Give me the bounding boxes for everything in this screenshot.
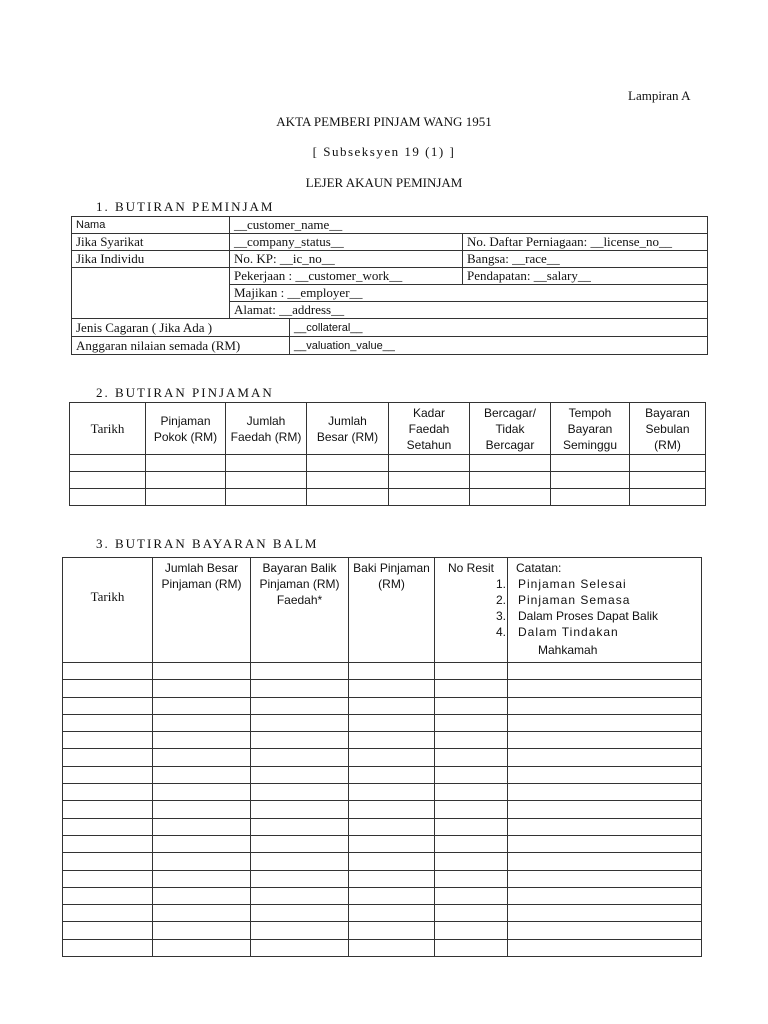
header-grand-total: Jumlah Besar (RM): [307, 403, 389, 455]
company-value: __company_status__: [230, 234, 463, 251]
valuation-value: __valuation_value__: [290, 337, 708, 355]
repayment-rows: [63, 663, 702, 957]
notes-item: 2. Pinjaman Semasa: [496, 593, 631, 607]
blank-cell: [72, 268, 230, 319]
income-field: Pendapatan: __salary__: [463, 268, 708, 285]
header-repayment: Bayaran Balik Pinjaman (RM) Faedah*: [251, 558, 349, 663]
name-value: __customer_name__: [230, 217, 708, 234]
table-row: [63, 766, 702, 783]
subsection-label: [ Subseksyen 19 (1) ]: [312, 144, 456, 159]
notes-item: 4. Dalam Tindakan: [496, 625, 619, 639]
act-title: AKTA PEMBERI PINJAM WANG 1951: [276, 114, 492, 129]
header-principal: Pinjaman Pokok (RM): [146, 403, 226, 455]
header-date: Tarikh: [70, 403, 146, 455]
ic-number: No. KP: __ic_no__: [230, 251, 463, 268]
table-row: [70, 455, 706, 472]
table-row: [63, 835, 702, 852]
valuation-label: Anggaran nilaian semada (RM): [72, 337, 290, 355]
header-annual-rate: Kadar Faedah Setahun: [389, 403, 470, 455]
table-row: [63, 905, 702, 922]
notes-item: 3. Dalam Proses Dapat Balik: [496, 609, 659, 623]
table-row: [63, 887, 702, 904]
table-row: [63, 818, 702, 835]
header-balance: Baki Pinjaman (RM): [349, 558, 435, 663]
table-row: [63, 784, 702, 801]
table-row: [63, 749, 702, 766]
table-row: [63, 732, 702, 749]
borrower-details-table: [71, 216, 708, 355]
company-label: Jika Syarikat: [72, 234, 230, 251]
header-date: Tarikh: [63, 558, 153, 663]
table-row: [63, 870, 702, 887]
race-field: Bangsa: __race__: [463, 251, 708, 268]
loan-details-table: [69, 402, 706, 506]
table-row: [63, 663, 702, 680]
header-monthly-payment: Bayaran Sebulan (RM): [630, 403, 706, 455]
table-row: [63, 680, 702, 697]
license-number: No. Daftar Perniagaan: __license_no__: [463, 234, 708, 251]
section1-title: 1. BUTIRAN PEMINJAM: [96, 199, 275, 214]
table-row: [70, 472, 706, 489]
notes-continuation: Mahkamah: [538, 643, 598, 657]
occupation-field: Pekerjaan : __customer_work__: [230, 268, 463, 285]
address-field: Alamat: __address__: [230, 302, 708, 319]
table-row: [63, 714, 702, 731]
ledger-title: LEJER AKAUN PEMINJAM: [305, 175, 463, 190]
repayment-details-table: [62, 557, 702, 957]
header-loan-total: Jumlah Besar Pinjaman (RM): [153, 558, 251, 663]
table-row: [63, 697, 702, 714]
employer-field: Majikan : __employer__: [230, 285, 708, 302]
section2-title: 2. BUTIRAN PINJAMAN: [96, 385, 274, 400]
notes-cell: [496, 558, 702, 663]
appendix-label: Lampiran A: [628, 88, 691, 103]
section3-title: 3. BUTIRAN BAYARAN BALM: [96, 536, 319, 551]
individual-label: Jika Individu: [72, 251, 230, 268]
notes-label: Catatan:: [516, 561, 562, 575]
name-label: Nama: [72, 217, 230, 234]
table-row: [63, 939, 702, 956]
notes-item: 1. Pinjaman Selesai: [496, 577, 627, 591]
table-row: [63, 853, 702, 870]
header-interest-total: Jumlah Faedah (RM): [226, 403, 307, 455]
table-row: [70, 489, 706, 506]
table-row: [63, 922, 702, 939]
header-secured: Bercagar/ Tidak Bercagar: [470, 403, 551, 455]
header-weekly-term: Tempoh Bayaran Seminggu: [551, 403, 630, 455]
collateral-value: __collateral__: [290, 319, 708, 337]
collateral-label: Jenis Cagaran ( Jika Ada ): [72, 319, 290, 337]
table-row: [63, 801, 702, 818]
header-receipt-no: No Resit: [435, 558, 508, 663]
